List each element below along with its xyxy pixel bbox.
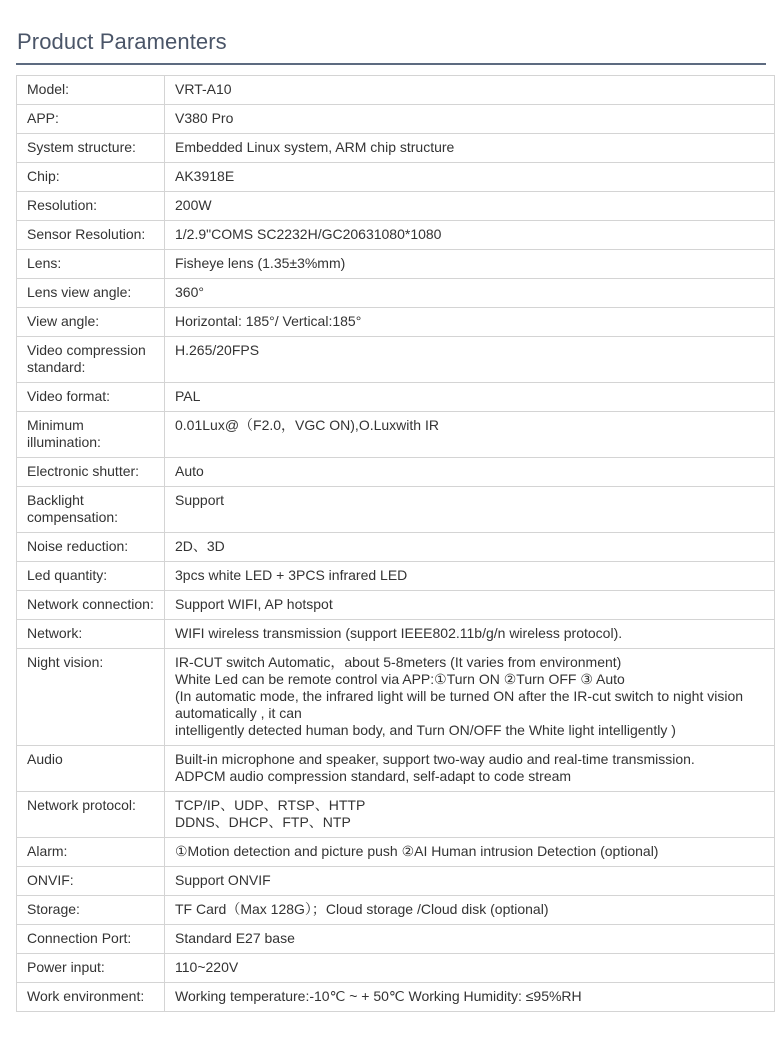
spec-value-line: Support xyxy=(175,492,225,508)
table-row xyxy=(17,533,775,562)
spec-value-line: 1/2.9"COMS SC2232H/GC20631080*1080 xyxy=(175,226,442,242)
spec-label: Night vision: xyxy=(17,649,165,746)
spec-value xyxy=(165,838,775,867)
spec-value xyxy=(165,337,775,383)
spec-label: APP: xyxy=(17,105,165,134)
spec-label: Backlight compensation: xyxy=(17,487,165,533)
spec-value xyxy=(165,562,775,591)
spec-label: Alarm: xyxy=(17,838,165,867)
spec-value xyxy=(165,867,775,896)
spec-value xyxy=(165,308,775,337)
spec-value-line: 200W xyxy=(175,197,212,213)
spec-value xyxy=(165,250,775,279)
spec-value-line: 2D、3D xyxy=(175,538,225,554)
spec-value xyxy=(165,792,775,838)
spec-label: Network connection: xyxy=(17,591,165,620)
spec-value xyxy=(165,383,775,412)
spec-label: Model: xyxy=(17,76,165,105)
table-row xyxy=(17,192,775,221)
table-row xyxy=(17,487,775,533)
spec-value xyxy=(165,925,775,954)
product-parameters-section xyxy=(16,28,766,1012)
spec-value-line: Fisheye lens (1.35±3%mm) xyxy=(175,255,346,271)
spec-label: Work environment: xyxy=(17,983,165,1012)
spec-value-line: WIFI wireless transmission (support IEEE802.11b/g/n wireless protocol). xyxy=(175,625,623,641)
table-row xyxy=(17,250,775,279)
spec-value-line: Auto xyxy=(175,463,204,479)
spec-value xyxy=(165,105,775,134)
spec-value-line: DDNS、DHCP、FTP、NTP xyxy=(175,814,351,830)
spec-value-line: Horizontal: 185°/ Vertical:185° xyxy=(175,313,362,329)
spec-label: Sensor Resolution: xyxy=(17,221,165,250)
spec-value xyxy=(165,896,775,925)
spec-value-line: Working temperature:-10℃ ~ + 50℃ Working Humidity: ≤95%RH xyxy=(175,988,582,1004)
spec-value-line: IR-CUT switch Automatic，about 5-8meters (It varies from environment) xyxy=(175,654,622,670)
spec-value-line: 110~220V xyxy=(175,959,239,975)
spec-label: View angle: xyxy=(17,308,165,337)
spec-value-line: Standard E27 base xyxy=(175,930,295,946)
spec-value xyxy=(165,134,775,163)
table-row xyxy=(17,591,775,620)
spec-label: Led quantity: xyxy=(17,562,165,591)
spec-value-line: White Led can be remote control via APP:①Turn ON ②Turn OFF ③ Auto xyxy=(175,671,625,687)
spec-value xyxy=(165,533,775,562)
table-row xyxy=(17,458,775,487)
spec-label: Connection Port: xyxy=(17,925,165,954)
spec-value-line: VRT-A10 xyxy=(175,81,232,97)
spec-label: Network: xyxy=(17,620,165,649)
specifications-table xyxy=(16,75,775,1012)
table-row xyxy=(17,279,775,308)
spec-value xyxy=(165,458,775,487)
table-row xyxy=(17,867,775,896)
spec-value xyxy=(165,221,775,250)
spec-value xyxy=(165,487,775,533)
spec-label: Power input: xyxy=(17,954,165,983)
table-row xyxy=(17,76,775,105)
table-row xyxy=(17,620,775,649)
spec-value xyxy=(165,591,775,620)
spec-label: Storage: xyxy=(17,896,165,925)
spec-value xyxy=(165,163,775,192)
spec-value-line: 3pcs white LED + 3PCS infrared LED xyxy=(175,567,408,583)
spec-value-line: V380 Pro xyxy=(175,110,234,126)
spec-value-line: ①Motion detection and picture push ②AI Human intrusion Detection (optional) xyxy=(175,843,659,859)
spec-value xyxy=(165,983,775,1012)
spec-value xyxy=(165,192,775,221)
spec-label: Network protocol: xyxy=(17,792,165,838)
spec-value-line: TCP/IP、UDP、RTSP、HTTP xyxy=(175,797,366,813)
spec-value-line: Support ONVIF xyxy=(175,872,271,888)
spec-value-line: ADPCM audio compression standard, self-adapt to code stream xyxy=(175,768,572,784)
spec-value xyxy=(165,620,775,649)
spec-label: Video compression standard: xyxy=(17,337,165,383)
spec-value-line: 360° xyxy=(175,284,204,300)
table-row xyxy=(17,308,775,337)
table-row xyxy=(17,792,775,838)
table-row xyxy=(17,954,775,983)
spec-label: Video format: xyxy=(17,383,165,412)
spec-value-line: AK3918E xyxy=(175,168,235,184)
spec-value-line: intelligently detected human body, and Turn ON/OFF the White light intelligently ) xyxy=(175,722,676,738)
table-row xyxy=(17,838,775,867)
page-title: Product Paramenters xyxy=(17,29,227,54)
spec-label: Electronic shutter: xyxy=(17,458,165,487)
table-row xyxy=(17,105,775,134)
spec-value-line: Support WIFI, AP hotspot xyxy=(175,596,333,612)
spec-value-line: PAL xyxy=(175,388,201,404)
spec-value-line: (In automatic mode, the infrared light will be turned ON after the IR-cut switch to night vision automatically , it can xyxy=(175,688,744,721)
spec-label: System structure: xyxy=(17,134,165,163)
spec-label: Audio xyxy=(17,746,165,792)
spec-value-line: TF Card（Max 128G）；Cloud storage /Cloud disk (optional) xyxy=(175,901,549,917)
table-row xyxy=(17,337,775,383)
spec-label: ONVIF: xyxy=(17,867,165,896)
spec-label: Lens view angle: xyxy=(17,279,165,308)
spec-value-line: 0.01Lux@（F2.0，VGC ON),O.Luxwith IR xyxy=(175,417,439,433)
spec-value-line: H.265/20FPS xyxy=(175,342,260,358)
spec-value-line: Embedded Linux system, ARM chip structure xyxy=(175,139,455,155)
table-row xyxy=(17,896,775,925)
table-row xyxy=(17,649,775,746)
table-row xyxy=(17,383,775,412)
specifications-table-body xyxy=(17,76,775,1012)
spec-value xyxy=(165,279,775,308)
title-divider xyxy=(16,63,766,65)
spec-label: Resolution: xyxy=(17,192,165,221)
spec-value-line: Built-in microphone and speaker, support two-way audio and real-time transmission. xyxy=(175,751,695,767)
spec-label: Noise reduction: xyxy=(17,533,165,562)
spec-label: Chip: xyxy=(17,163,165,192)
table-row xyxy=(17,925,775,954)
spec-label: Lens: xyxy=(17,250,165,279)
table-row xyxy=(17,412,775,458)
table-row xyxy=(17,562,775,591)
spec-value xyxy=(165,76,775,105)
spec-label: Minimum illumination: xyxy=(17,412,165,458)
table-row xyxy=(17,163,775,192)
spec-value xyxy=(165,412,775,458)
spec-value xyxy=(165,649,775,746)
table-row xyxy=(17,134,775,163)
table-row xyxy=(17,983,775,1012)
table-row xyxy=(17,746,775,792)
table-row xyxy=(17,221,775,250)
spec-value xyxy=(165,746,775,792)
spec-value xyxy=(165,954,775,983)
